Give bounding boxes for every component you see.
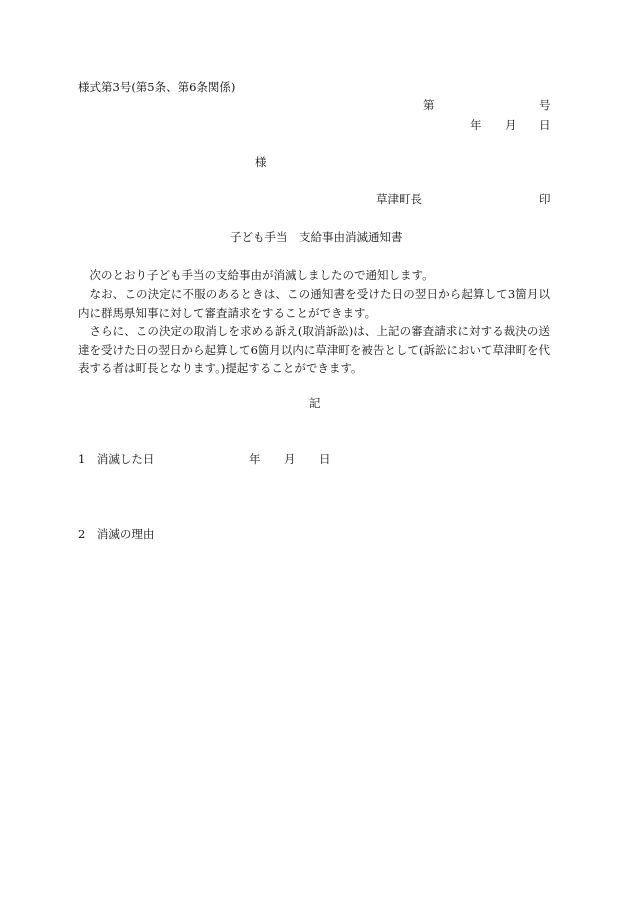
body-paragraph-3: さらに、この決定の取消しを求める訴え(取消訴訟)は、上記の審査請求に対する裁決の送達を受けた日の翌日から起算して6箇月以内に草津町を被告として(訴訟において草津町を代表する者は町長となります。)提起することができます。	[78, 324, 550, 375]
sender-seal: 印	[539, 192, 551, 206]
date-day: 日	[539, 118, 551, 132]
item-1-year: 年	[249, 452, 261, 466]
addressee-suffix: 様	[255, 155, 267, 169]
document-title: 子ども手当 支給事由消滅通知書	[230, 230, 403, 244]
form-label: 様式第3号(第5条、第6条関係)	[78, 80, 236, 94]
doc-number-suffix: 号	[539, 98, 551, 112]
item-1-day: 日	[319, 452, 331, 466]
date-year: 年	[470, 118, 482, 132]
item-1-month: 月	[284, 452, 296, 466]
item-1-label: 1 消滅した日	[78, 452, 155, 466]
ki-heading: 記	[309, 396, 321, 410]
sender-name: 草津町長	[376, 192, 422, 206]
item-2-label: 2 消滅の理由	[78, 527, 155, 541]
doc-number-prefix: 第	[423, 98, 435, 112]
date-month: 月	[505, 118, 517, 132]
body-paragraph-2: なお、この決定に不服のあるときは、この通知書を受けた日の翌日から起算して3箇月以内に群馬県知事に対して審査請求をすることができます。	[78, 287, 550, 320]
body-paragraph-1: 次のとおり子ども手当の支給事由が消滅しましたので通知します。	[89, 268, 434, 282]
